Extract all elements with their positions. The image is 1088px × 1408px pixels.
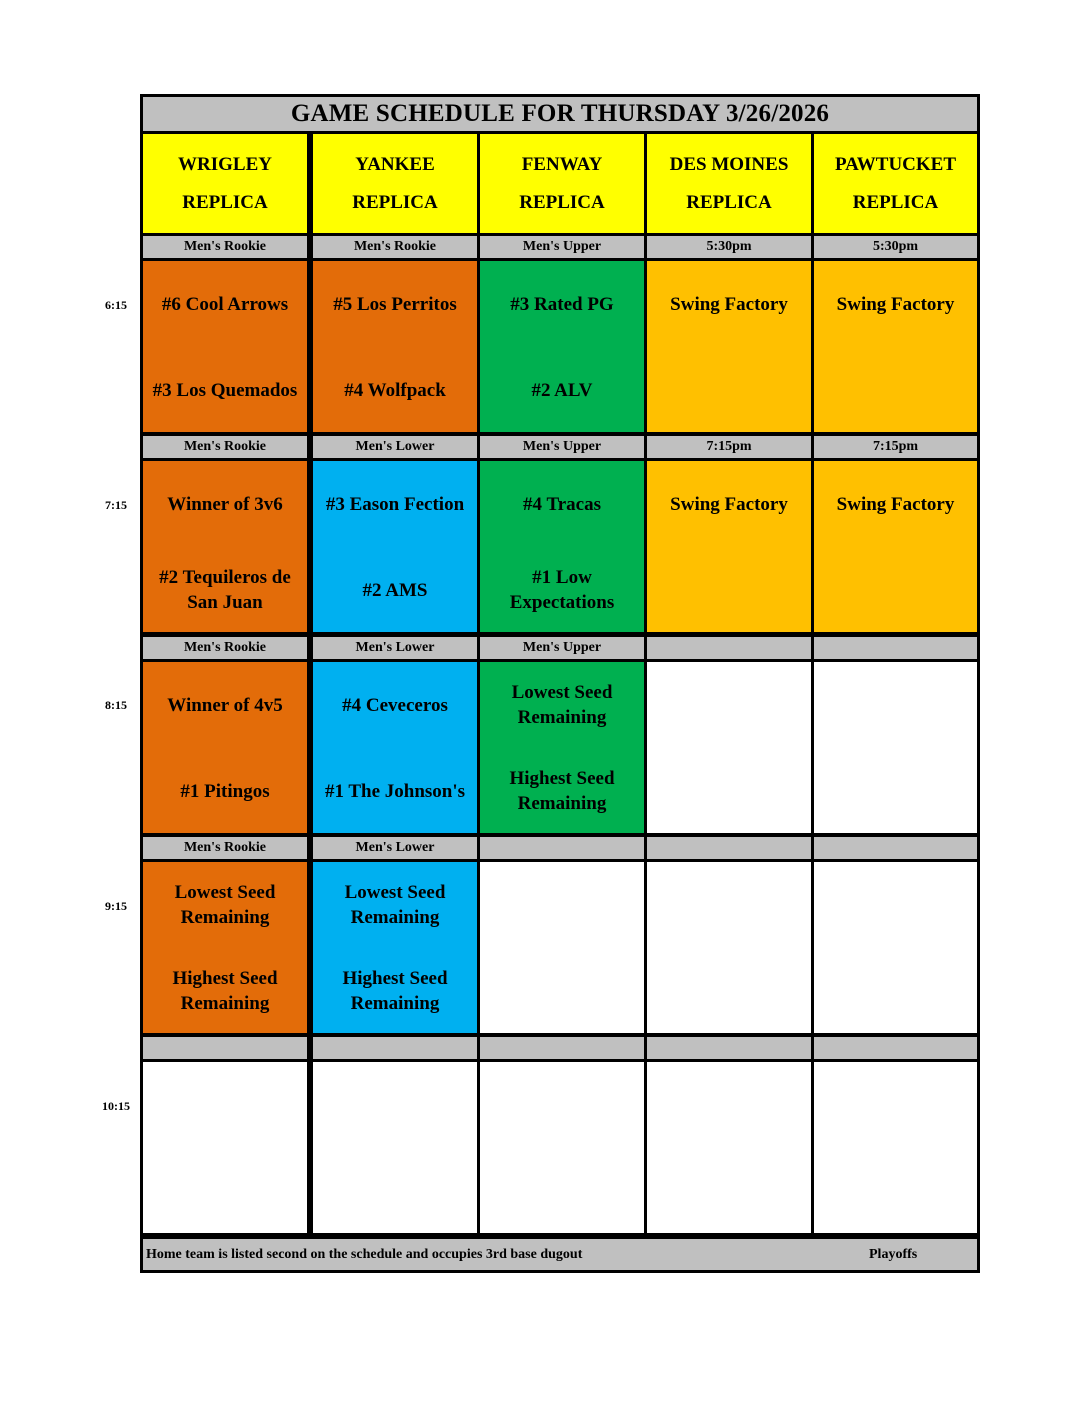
- division-label: 7:15pm: [814, 436, 977, 458]
- home-team: #4 Wolfpack: [344, 379, 446, 401]
- division-label: Men's Rookie: [313, 236, 477, 258]
- division-label: [647, 1037, 811, 1059]
- game-cell: [647, 261, 811, 432]
- division-label: [480, 837, 644, 859]
- away-team: [816, 670, 975, 740]
- home-team: [816, 756, 975, 826]
- division-label: 7:15pm: [647, 436, 811, 458]
- away-team: Swing Factory: [836, 293, 955, 315]
- time-label: 10:15: [102, 1099, 130, 1113]
- division-label: Men's Lower: [313, 837, 477, 859]
- time-label: 7:15: [105, 498, 127, 512]
- division-label: Men's Upper: [480, 236, 644, 258]
- away-team: [315, 1070, 475, 1140]
- field-header: [814, 134, 977, 233]
- game-cell: [814, 261, 977, 432]
- away-team: Swing Factory: [836, 493, 955, 515]
- game-cell: [143, 662, 307, 833]
- home-team: Highest Seed Remaining: [509, 768, 615, 814]
- home-team: #3 Los Quemados: [152, 379, 298, 401]
- division-label: Men's Rookie: [143, 236, 307, 258]
- game-cell: [313, 662, 477, 833]
- home-team: [482, 1156, 642, 1226]
- away-team: [816, 1070, 975, 1140]
- time-label: 9:15: [105, 899, 127, 913]
- home-team: [649, 756, 809, 826]
- away-team: [649, 670, 809, 740]
- away-team: Lowest Seed Remaining: [511, 682, 613, 728]
- home-team: #2 ALV: [531, 379, 593, 401]
- field-header: [313, 134, 477, 233]
- home-team: #1 Low Expectations: [509, 567, 615, 613]
- division-label: Men's Upper: [480, 637, 644, 659]
- away-team: Winner of 3v6: [167, 493, 283, 515]
- division-label: Men's Lower: [313, 436, 477, 458]
- division-label: [480, 1037, 644, 1059]
- home-team: #1 The Johnson's: [324, 780, 466, 802]
- division-label: 5:30pm: [647, 236, 811, 258]
- home-team: [649, 355, 809, 425]
- game-cell: [647, 461, 811, 632]
- game-cell: [814, 461, 977, 632]
- time-label: 8:15: [105, 698, 127, 712]
- game-cell: [480, 1062, 644, 1233]
- field-subtitle: REPLICA: [852, 191, 939, 213]
- away-team: Lowest Seed Remaining: [344, 882, 446, 928]
- away-team: Swing Factory: [670, 293, 788, 315]
- game-cell: [814, 1062, 977, 1233]
- field-name: PAWTUCKET: [834, 153, 957, 175]
- home-team: [816, 1156, 975, 1226]
- game-cell: [480, 862, 644, 1033]
- home-team: Highest Seed Remaining: [172, 968, 278, 1014]
- away-team: [145, 1070, 305, 1140]
- division-label: [814, 1037, 977, 1059]
- home-team: [816, 355, 975, 425]
- field-subtitle: REPLICA: [519, 191, 605, 213]
- field-header: [647, 134, 811, 233]
- game-cell: [647, 662, 811, 833]
- home-team: [649, 1156, 809, 1226]
- game-cell: [814, 662, 977, 833]
- home-team: [145, 1156, 305, 1226]
- game-cell: [143, 1062, 307, 1233]
- away-team: #5 Los Perritos: [333, 293, 457, 315]
- away-team: [482, 1070, 642, 1140]
- home-team: [816, 956, 975, 1026]
- away-team: [482, 870, 642, 940]
- division-label: Men's Rookie: [143, 637, 307, 659]
- away-team: #4 Tracas: [523, 493, 601, 515]
- home-team: #1 Pitingos: [180, 780, 270, 802]
- division-label: Men's Rookie: [143, 837, 307, 859]
- field-name: FENWAY: [521, 153, 603, 175]
- schedule-table: [140, 94, 980, 1273]
- field-header: [143, 134, 307, 233]
- game-cell: [647, 862, 811, 1033]
- footer-game-type: Playoffs: [869, 1247, 918, 1262]
- field-header: [480, 134, 644, 233]
- footer-note: Home team is listed second on the schedule and occupies 3rd base dugout: [146, 1247, 583, 1262]
- home-team: #2 AMS: [362, 579, 428, 601]
- field-name: WRIGLEY: [178, 153, 272, 175]
- game-cell: [313, 862, 477, 1033]
- home-team: [315, 1156, 475, 1226]
- field-name: YANKEE: [355, 153, 435, 175]
- division-label: 5:30pm: [814, 236, 977, 258]
- game-cell: [814, 862, 977, 1033]
- game-cell: [647, 1062, 811, 1233]
- away-team: Lowest Seed Remaining: [174, 882, 276, 928]
- game-cell: [480, 261, 644, 432]
- page-title: GAME SCHEDULE FOR THURSDAY 3/26/2026: [143, 97, 977, 131]
- away-team: Swing Factory: [670, 493, 788, 515]
- away-team: #3 Rated PG: [510, 293, 614, 315]
- footer-bar: [143, 1239, 977, 1270]
- game-cell: [143, 862, 307, 1033]
- game-cell: [313, 461, 477, 632]
- division-label: [647, 637, 811, 659]
- division-label: [647, 837, 811, 859]
- field-subtitle: REPLICA: [352, 191, 438, 213]
- division-label: [143, 1037, 307, 1059]
- home-team: [482, 956, 642, 1026]
- field-subtitle: REPLICA: [182, 191, 268, 213]
- division-label: [814, 637, 977, 659]
- game-cell: [313, 261, 477, 432]
- home-team: Highest Seed Remaining: [342, 968, 448, 1014]
- game-cell: [143, 461, 307, 632]
- field-name: DES MOINES: [669, 153, 789, 175]
- division-label: [814, 837, 977, 859]
- division-label: Men's Upper: [480, 436, 644, 458]
- away-team: #4 Ceveceros: [342, 694, 448, 716]
- home-team: [649, 956, 809, 1026]
- away-team: [816, 870, 975, 940]
- home-team: [649, 555, 809, 625]
- game-cell: [313, 1062, 477, 1233]
- division-label: Men's Rookie: [143, 436, 307, 458]
- home-team: #2 Tequileros de San Juan: [159, 567, 291, 613]
- away-team: #6 Cool Arrows: [161, 293, 289, 315]
- away-team: [649, 1070, 809, 1140]
- field-subtitle: REPLICA: [686, 191, 772, 213]
- home-team: [816, 555, 975, 625]
- away-team: Winner of 4v5: [167, 694, 283, 716]
- away-team: [649, 870, 809, 940]
- game-cell: [480, 461, 644, 632]
- time-label: 6:15: [105, 298, 127, 312]
- away-team: #3 Eason Fection: [325, 493, 465, 515]
- division-label: [313, 1037, 477, 1059]
- division-label: Men's Lower: [313, 637, 477, 659]
- game-cell: [480, 662, 644, 833]
- game-cell: [143, 261, 307, 432]
